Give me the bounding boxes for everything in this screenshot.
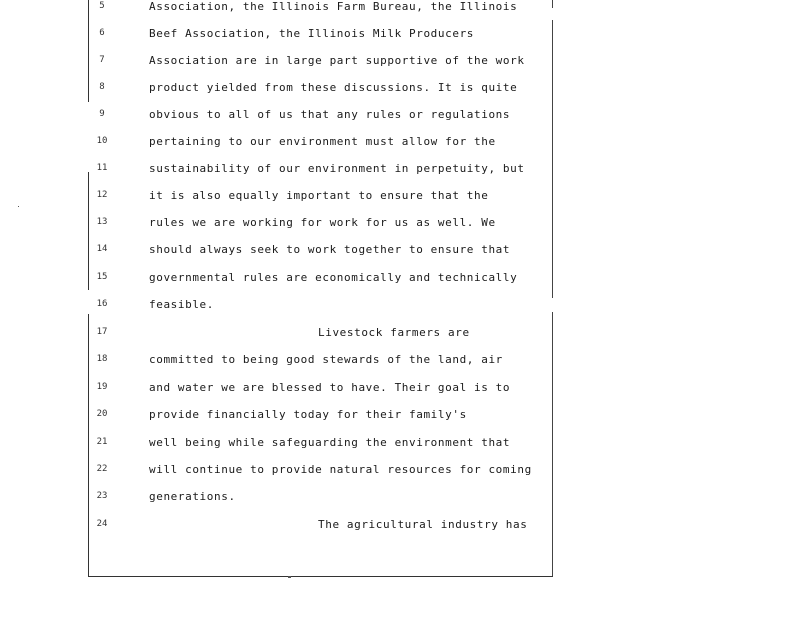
scan-speck [288,576,291,578]
line-text: will continue to provide natural resources for coming [149,463,532,476]
line-text: provide financially today for their family's [149,408,467,421]
line-number: 24 [96,519,108,529]
line-number: 11 [96,163,108,173]
line-number: 5 [99,1,105,11]
line-text: feasible. [149,298,215,311]
rule-gap [548,298,556,312]
line-text: committed to being good stewards of the land, air [149,353,503,366]
line-number: 8 [99,82,105,92]
line-text: rules we are working for work for us as well. We [149,216,496,229]
scan-speck [18,206,19,207]
line-number: 20 [96,409,108,419]
bottom-margin-rule [88,576,553,577]
line-number: 18 [96,354,108,364]
line-number: 23 [96,491,108,501]
line-number: 19 [96,382,108,392]
rule-gap [548,8,556,20]
line-text: should always seek to work together to ensure that [149,243,511,256]
line-number: 9 [99,109,105,119]
line-number: 15 [96,272,108,282]
line-number: 10 [96,136,108,146]
line-number: 14 [96,244,108,254]
rule-gap [84,102,92,172]
line-text: Beef Association, the Illinois Milk Producers [149,27,475,40]
rule-gap [84,290,92,314]
line-number: 17 [96,327,108,337]
line-number: 13 [96,217,108,227]
line-text: and water we are blessed to have. Their goal is to [149,381,511,394]
left-margin-rule [88,0,89,577]
line-number: 21 [96,437,108,447]
line-text: product yielded from these discussions. It is quite [149,81,518,94]
line-text: it is also equally important to ensure that the [149,189,489,202]
line-text: governmental rules are economically and technically [149,271,518,284]
line-number: 16 [96,299,108,309]
line-text: sustainability of our environment in perpetuity, but [149,162,525,175]
line-text: The agricultural industry has [318,518,528,531]
line-text: Association, the Illinois Farm Bureau, the Illinois [149,0,518,13]
line-number: 7 [99,55,105,65]
line-number: 6 [99,28,105,38]
line-number: 22 [96,464,108,474]
line-text: generations. [149,490,236,503]
line-number: 12 [96,190,108,200]
line-text: pertaining to our environment must allow for the [149,135,496,148]
right-margin-rule [552,0,553,577]
line-text: well being while safeguarding the environment that [149,436,511,449]
line-text: Association are in large part supportive of the work [149,54,525,67]
line-text: Livestock farmers are [318,326,470,339]
line-text: obvious to all of us that any rules or regulations [149,108,511,121]
